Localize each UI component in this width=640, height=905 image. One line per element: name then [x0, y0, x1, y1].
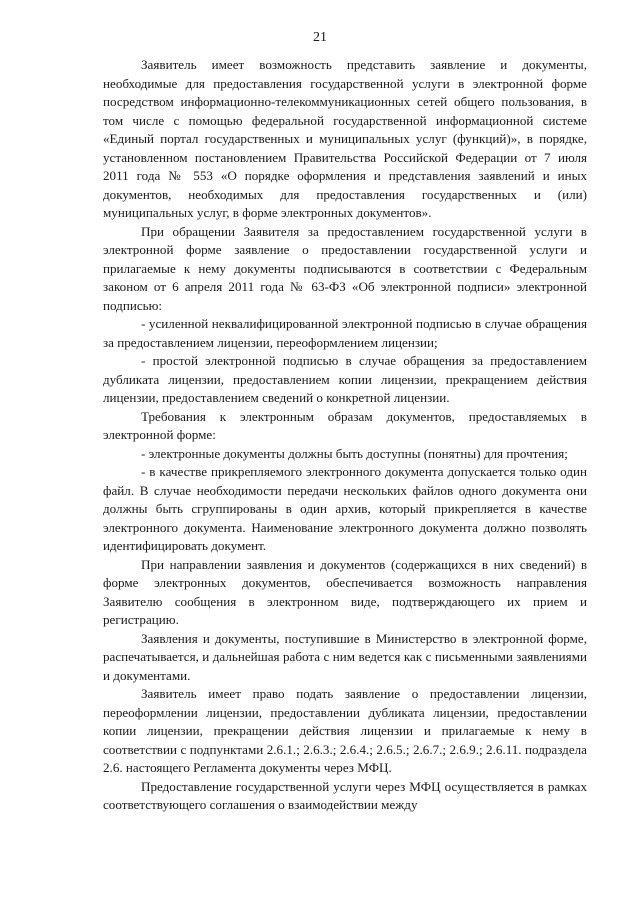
paragraph-electronic-submission: Заявитель имеет возможность представить заявление и документы, необходимые для предоставления государственной услуги в электронной форме посредством информационно-телекоммуникационных сетей общего пользования, в том числе с помощью федеральной государственной информационной системе «Единый портал государственных и муниципальных услуг (функций)», в порядке, установленном постановлением Правительства Российской Федерации от 7 июля 2011 года № 553 «О порядке оформления и представления заявлений и иных документов, необходимых для предоставления государственных и (или) муниципальных услуг, в форме электронных документов». [103, 57, 587, 220]
page-number: 21 [313, 30, 327, 45]
paragraph-electronic-signature: При обращении Заявителя за предоставлением государственной услуги в электронной форме заявление о предоставлении государственной услуги и прилагаемые к нему документы подписываются в соответствии с Федеральным законом от 6 апреля 2011 года № 63-ФЗ «Об электронной подписи» электронной подписью: [103, 223, 587, 313]
list-item-enhanced-signature: - усиленной неквалифицированной электронной подписью в случае обращения за предоставлением лицензии, переоформлением лицензии; [103, 316, 587, 350]
list-item-readable: - электронные документы должны быть доступны (понятны) для прочтения; [141, 445, 568, 461]
paragraph-confirmation: При направлении заявления и документов (содержащихся в них сведений) в форме электронных документов, обеспечивается возможность направления Заявителю сообщения в электронном виде, подтверждающего их прием и регистрацию. [103, 556, 587, 627]
paragraph-mfc-right: Заявитель имеет право подать заявление о предоставлении лицензии, переоформлении лицензии, предоставлении дубликата лицензии, предоставлении копии лицензии, прекращении действия лицензии и прилагаемые к нему в соответствии с подпунктами 2.6.1.; 2.6.3.; 2.6.4.; 2.6.5.; 2.6.7.; 2.6.9.; 2.6.11. подраздела 2.6. настоящего Регламента документы через МФЦ. [103, 686, 587, 775]
paragraph-mfc-agreement: Предоставление государственной услуги через МФЦ осуществляется в рамках соответствующего соглашения о взаимодействии между [103, 778, 587, 812]
document-body [103, 56, 587, 815]
paragraph-printing: Заявления и документы, поступившие в Министерство в электронной форме, распечатывается, и дальнейшая работа с ним ведется как с письменными заявлениями и документами. [103, 630, 587, 683]
list-item-simple-signature: - простой электронной подписью в случае обращения за предоставлением дубликата лицензии, предоставлением копии лицензии, прекращением действия лицензии, предоставлением сведений о конкретной лицензии. [103, 353, 587, 405]
list-item-single-file: - в качестве прикрепляемого электронного документа допускается только один файл. В случае необходимости передачи нескольких файлов одного документа они должны быть сгруппированы в один архив, который прикрепляется в качестве электронного документа. Наименование электронного документа должно позволять идентифицировать документ. [103, 464, 587, 553]
paragraph-image-requirements: Требования к электронным образам документов, предоставляемых в электронной форме: [103, 408, 587, 442]
